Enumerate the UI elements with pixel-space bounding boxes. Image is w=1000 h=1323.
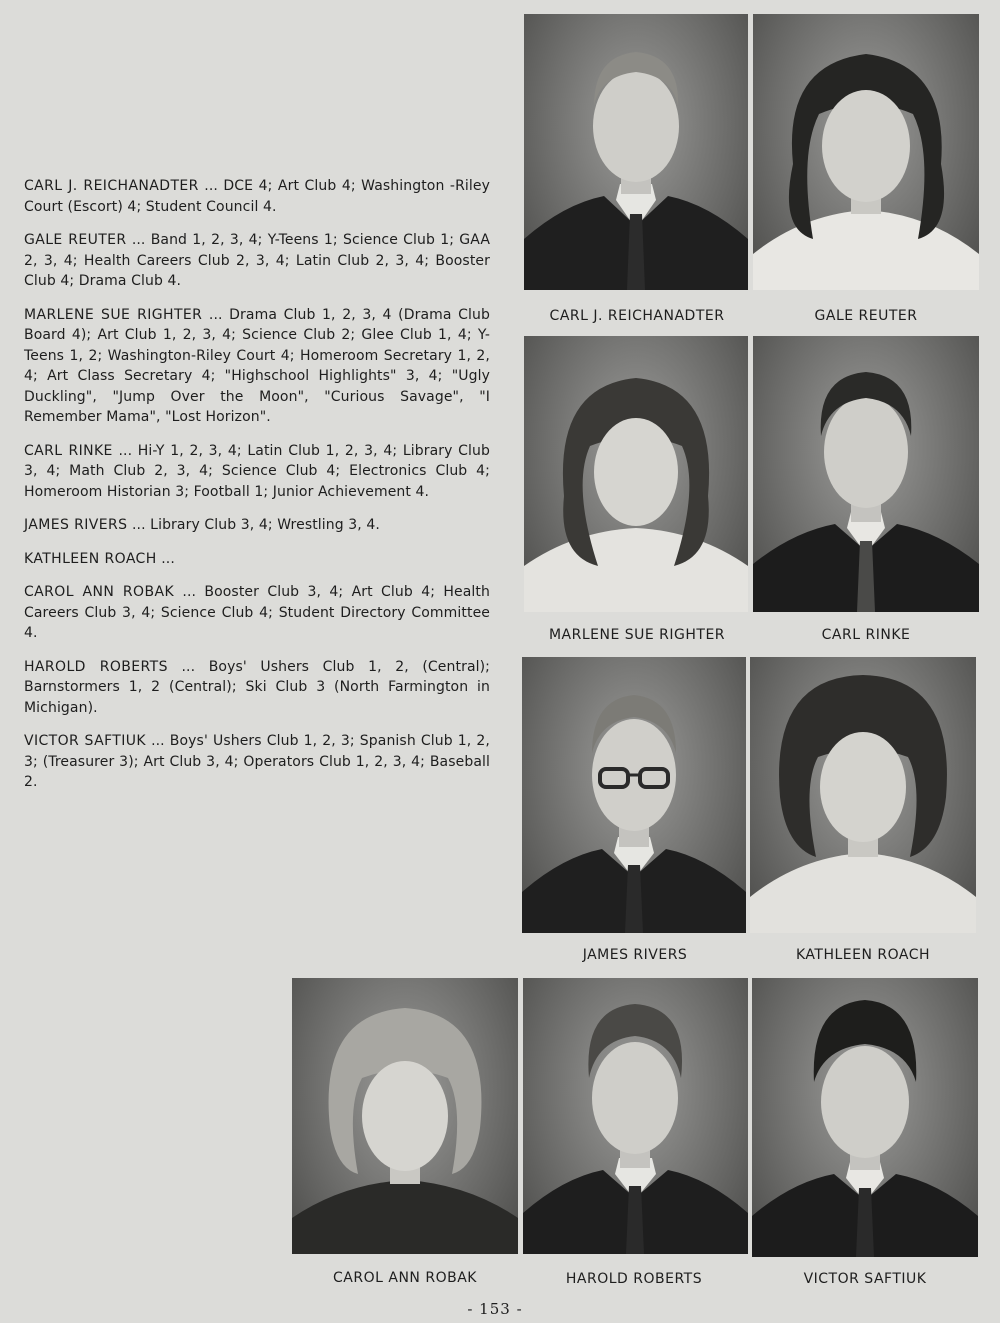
portrait-photo-rivers: [522, 657, 746, 933]
portrait-photo-reichanadter: [524, 14, 748, 290]
caption-rivers: JAMES RIVERS: [582, 947, 688, 963]
female-portrait-icon: [292, 978, 518, 1254]
bio-reichanadter: CARL J. REICHANADTER ... DCE 4; Art Club 4; Washington -Riley Court (Escort) 4; Student Council 4.: [24, 178, 490, 215]
caption-reichanadter: CARL J. REICHANADTER: [549, 308, 725, 324]
portrait-photo-reuter: [753, 14, 979, 290]
portrait-photo-saftiuk: [752, 978, 978, 1257]
bio-rivers: JAMES RIVERS ... Library Club 3, 4; Wrestling 3, 4.: [24, 517, 380, 533]
caption-roberts: HAROLD ROBERTS: [565, 1271, 703, 1287]
caption-reuter: GALE REUTER: [814, 308, 918, 324]
caption-robak: CAROL ANN ROBAK: [333, 1270, 477, 1286]
male-portrait-icon: [522, 657, 746, 933]
page-number: - 153 -: [467, 1300, 523, 1318]
biographies: [24, 176, 490, 806]
male-portrait-icon: [523, 978, 748, 1254]
portrait-photo-robak: [292, 978, 518, 1254]
female-portrait-icon: [750, 657, 976, 933]
bio-roach: KATHLEEN ROACH ...: [24, 550, 175, 567]
bio-righter: MARLENE SUE RIGHTER ... Drama Club 1, 2, 3, 4 (Drama Club Board 4); Art Club 1, 2, 3, 4; Science Club 2; Glee Club 1, 4; Y-Teens 1, 2; Washington-Riley Court 4; Homeroom Secretary 1, 2, 4; Art Class Secretary 4; "Highschool Highlights" 3, 4; "Ugly Duckling", "Jump Over the Moon", "Curious Savage", "I Remember Mama", "Lost Horizon".: [24, 306, 490, 425]
female-portrait-icon: [753, 14, 979, 290]
caption-saftiuk: VICTOR SAFTIUK: [803, 1271, 927, 1287]
caption-righter: MARLENE SUE RIGHTER: [548, 627, 726, 643]
caption-roach: KATHLEEN ROACH: [795, 947, 931, 963]
male-portrait-icon: [753, 336, 979, 612]
portrait-photo-roach: [750, 657, 976, 933]
portrait-photo-righter: [524, 336, 748, 612]
bio-rinke: CARL RINKE ... Hi-Y 1, 2, 3, 4; Latin Club 1, 2, 3, 4; Library Club 3, 4; Math Club 2, 3, 4; Science Club 4; Electronics Club 4; Homeroom Historian 3; Football 1; Junior Achievement 4.: [24, 442, 490, 500]
caption-rinke: CARL RINKE: [821, 627, 911, 643]
bio-roberts: HAROLD ROBERTS ... Boys' Ushers Club 1, 2, (Central); Barnstormers 1, 2 (Central); Ski Club 3 (North Farmington in Michigan).: [24, 658, 490, 716]
male-portrait-icon: [524, 14, 748, 290]
portrait-photo-roberts: [523, 978, 748, 1254]
bio-saftiuk: VICTOR SAFTIUK ... Boys' Ushers Club 1, 2, 3; Spanish Club 1, 2, 3; (Treasurer 3); Art Club 3, 4; Operators Club 1, 2, 3, 4; Baseball 2.: [24, 733, 490, 790]
male-portrait-icon: [752, 978, 978, 1257]
female-portrait-icon: [524, 336, 748, 612]
bio-reuter: GALE REUTER ... Band 1, 2, 3, 4; Y-Teens 1; Science Club 1; GAA 2, 3, 4; Health Careers Club 2, 3, 4; Latin Club 2, 3, 4; Booster Club 4; Drama Club 4.: [24, 232, 490, 289]
portrait-photo-rinke: [753, 336, 979, 612]
bio-robak: CAROL ANN ROBAK ... Booster Club 3, 4; Art Club 4; Health Careers Club 3, 4; Science Club 4; Student Directory Committee 4.: [24, 584, 490, 641]
